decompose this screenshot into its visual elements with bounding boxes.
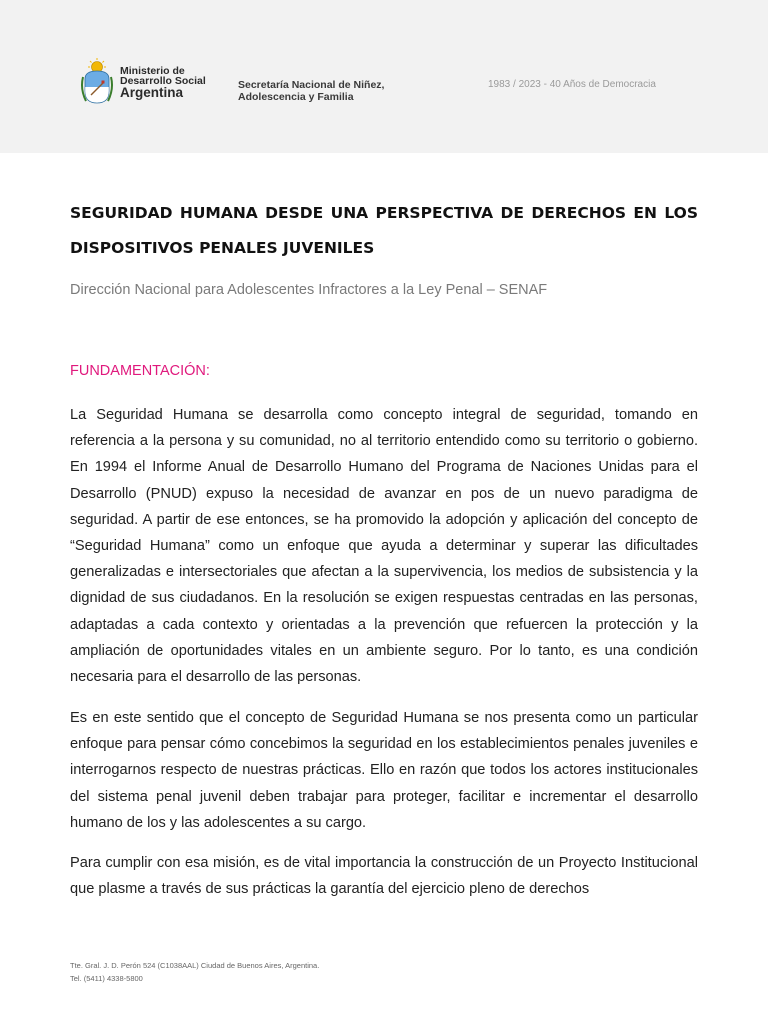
ministry-line-1: Ministerio de [120,65,185,77]
footer-address: Tte. Gral. J. D. Perón 524 (C1038AAL) Ciudad de Buenos Aires, Argentina. [70,961,320,970]
argentina-coat-of-arms-icon [80,57,114,107]
document-subtitle: Dirección Nacional para Adolescentes Infractores a la Ley Penal – SENAF [70,282,548,298]
ministry-line-2: Desarrollo Social [120,75,206,87]
body-paragraph: La Seguridad Humana se desarrolla como concepto integral de seguridad, tomando en referencia a la persona y su comunidad, no al territorio entendido como su territorio o gobierno. En 1994 el Informe Anual de Desarrollo Humano del Programa de Naciones Unidas para el Desarrollo (PNUD) expuso la necesidad de avanzar en pos de un nuevo paradigma de seguridad. A partir de ese entonces, se ha promovido la adopción y aplicación del concepto de “Seguridad Humana” como un enfoque que ayuda a determinar y superar las dificultades generalizadas e intersectoriales que afectan a la supervivencia, los medios de subsistencia y la dignidad de sus ciudadanos. En la resolución se exigen respuestas centradas en las personas, adaptadas a cada contexto y orientadas a la prevención que refuercen la protección y la ampliación de oportunidades vitales en un ambiente seguro. Por lo tanto, es una condición necesaria para el desarrollo de las personas. [70,407,698,686]
democracy-anniversary-text: 1983 / 2023 - 40 Años de Democracia [488,79,656,90]
ministry-line-3: Argentina [120,85,184,100]
document-title: SEGURIDAD HUMANA DESDE UNA PERSPECTIVA DE DERECHOS EN LOS DISPOSITIVOS PENALES JUVENILES [70,204,698,257]
body-paragraph: Es en este sentido que el concepto de Seguridad Humana se nos presenta como un particular enfoque para pensar cómo concebimos la seguridad en los establecimientos penales juveniles e interrogarnos respecto de nuestras prácticas. Ello en razón que todos los actores institucionales del sistema penal juvenil deben trabajar para proteger, facilitar e incrementar el desarrollo humano de los y las adolescentes a su cargo. [70,710,698,831]
secretaria-line-2: Adolescencia y Familia [238,91,354,103]
ministry-logo-text [120,66,206,100]
body-paragraph: Para cumplir con esa misión, es de vital importancia la construcción de un Proyecto Institucional que plasme a través de sus prácticas la garantía del ejercicio pleno de derechos [70,855,698,898]
secretaria-line-1: Secretaría Nacional de Niñez, [238,79,385,91]
section-heading: FUNDAMENTACIÓN: [70,363,210,379]
page-header [0,0,768,153]
page-footer [70,959,319,985]
secretaria-label [238,79,384,103]
footer-phone: Tel. (5411) 4338-5800 [70,974,143,983]
